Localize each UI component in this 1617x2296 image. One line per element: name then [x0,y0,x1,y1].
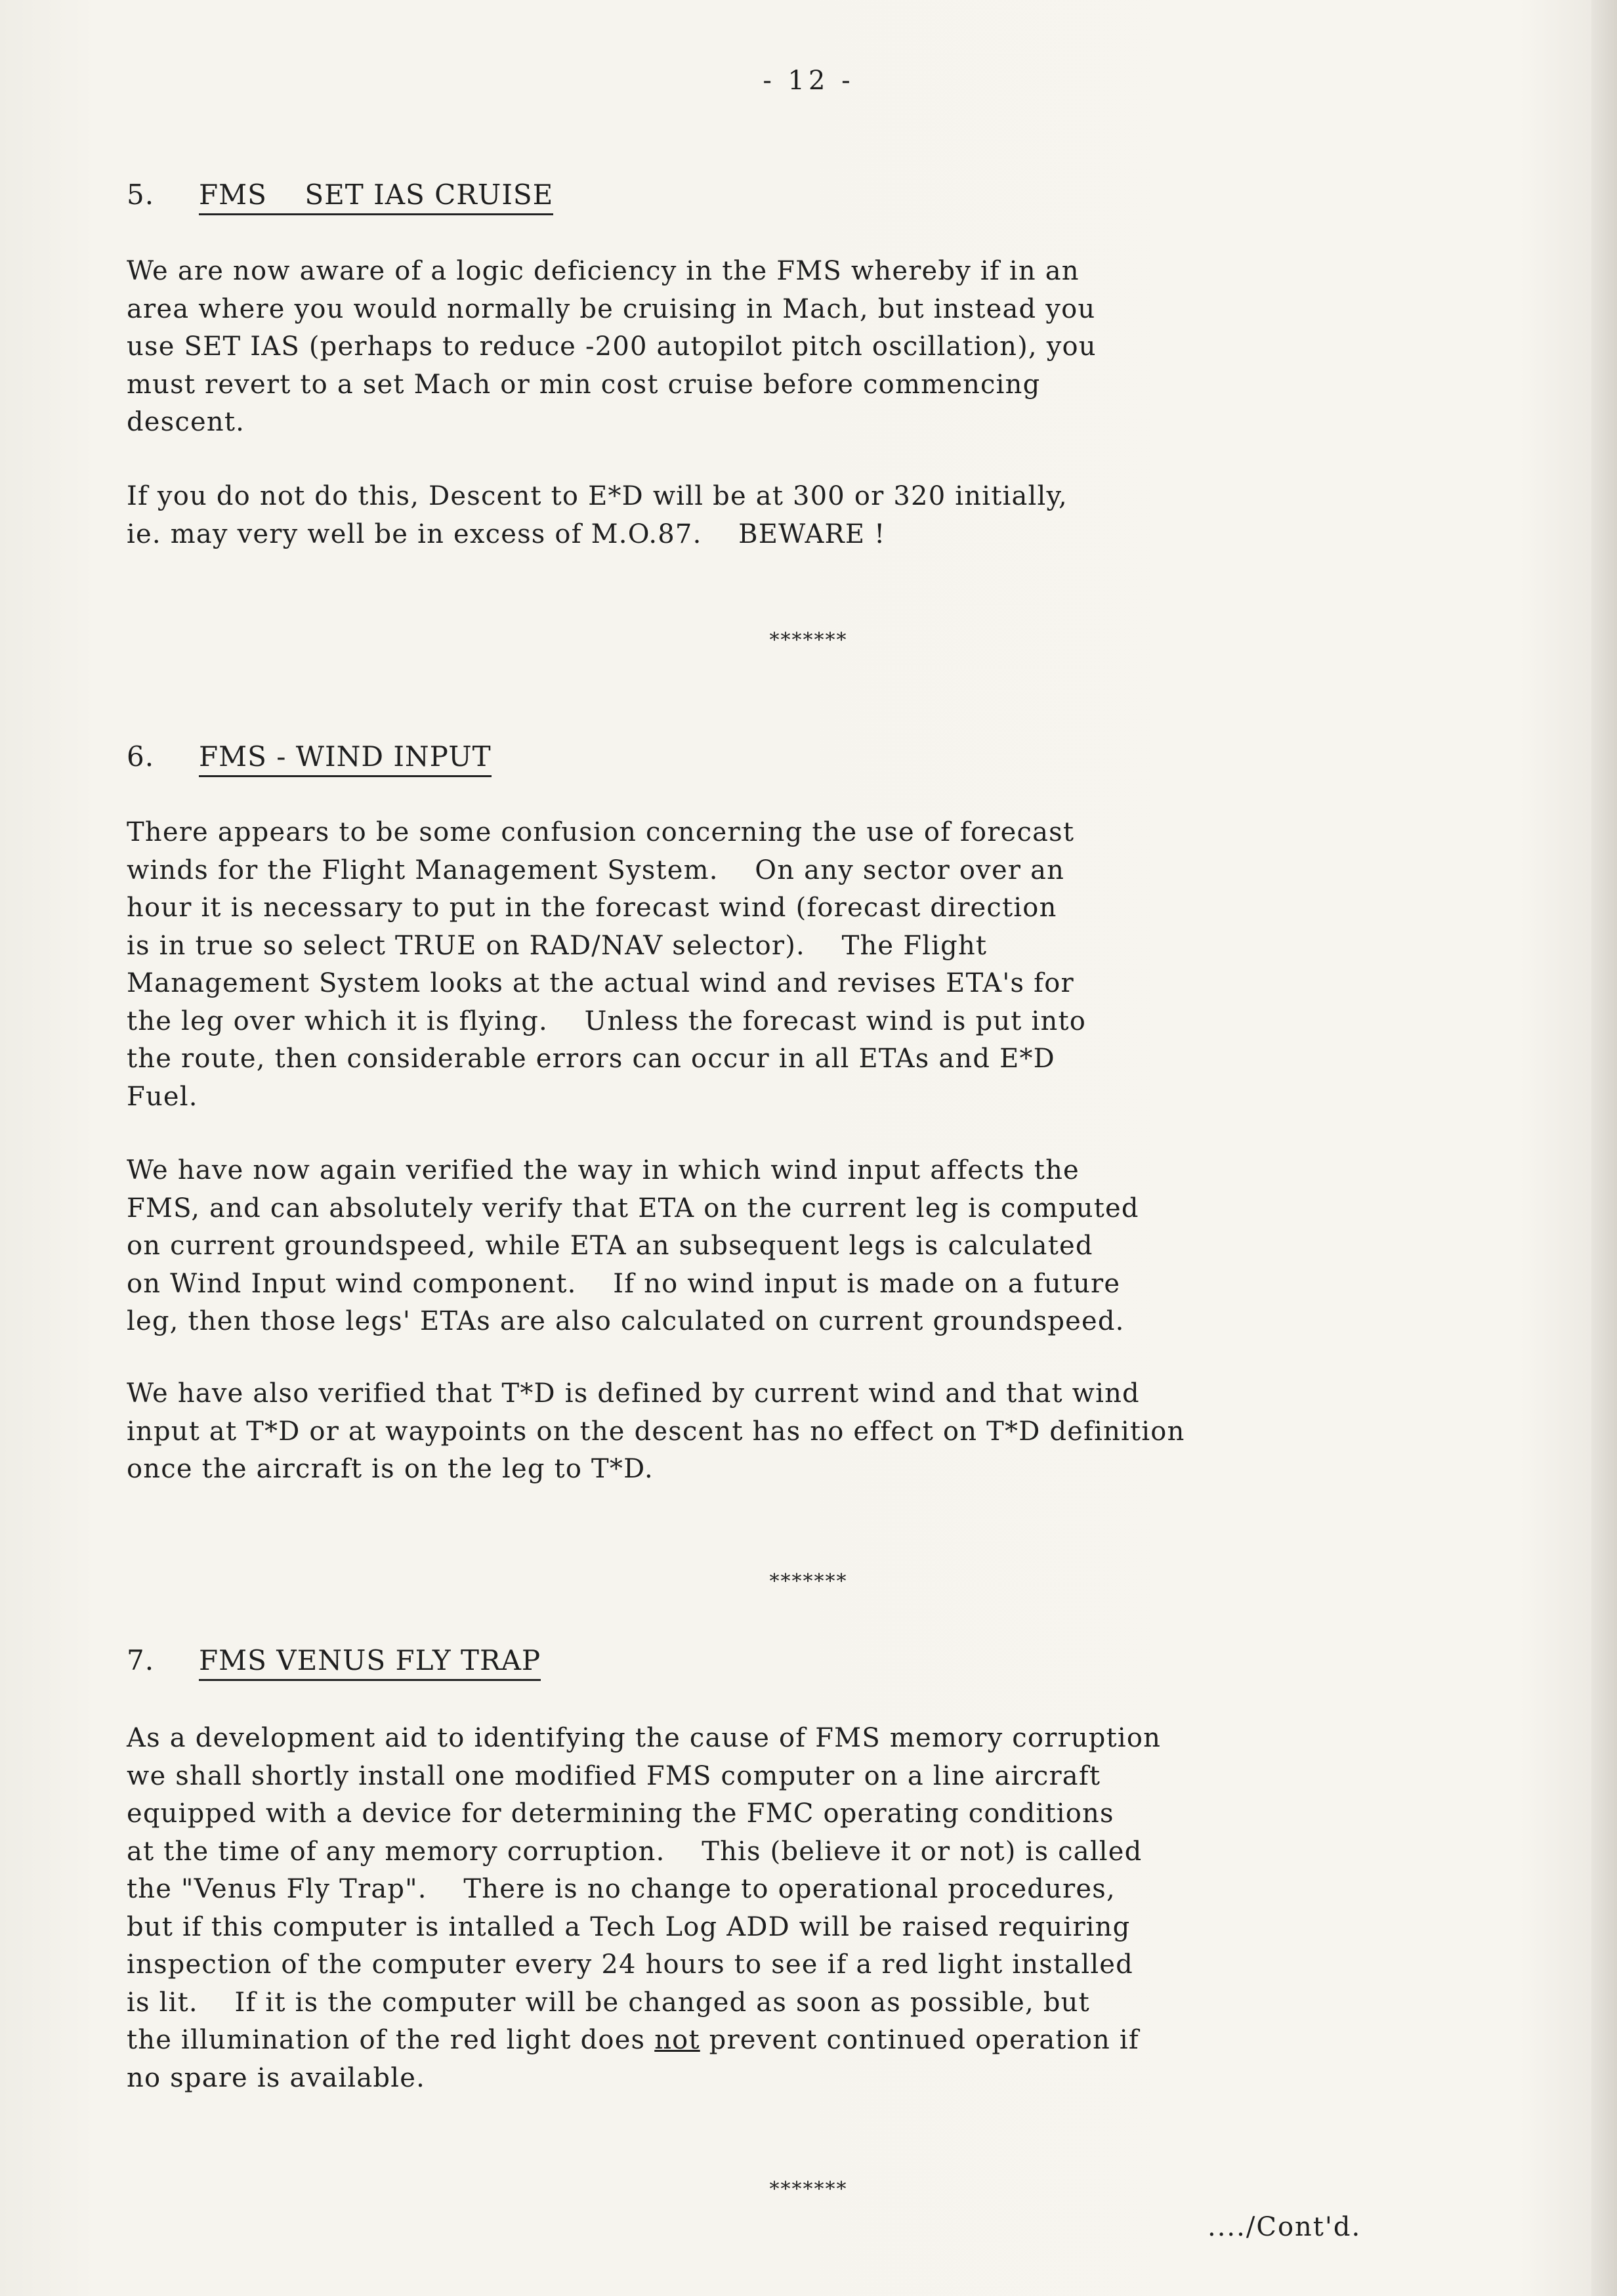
section-title: FMS VENUS FLY TRAP [199,1644,541,1681]
paragraph-text: As a development aid to identifying the cause of FMS memory corruption we shall shortly install one modified FMS computer on a line aircraft equipped with a device for determining the FMC operating conditions at the time of any memory corruption. This (believe it or not) is called the "Venus Fly Trap". There is no change to operational procedures, but if this computer is intalled a Tech Log ADD will be raised requiring inspection of the computer every 24 hours to see if a red light installed is lit. If it is the computer will be changed as soon as possible, but the illumination of the red light does [127,1723,1162,2055]
section-6-paragraph-1: There appears to be some confusion concerning the use of forecast winds for the Flight Management System. On any sector over an hour it is necessary to put in the forecast wind (forecast direction is in true so select TRUE on RAD/NAV selector). The Flight Management System looks at the actual wind and revises ETA's for the leg over which it is flying. Unless the forecast wind is put into the route, then considerable errors can occur in all ETAs and E*D Fuel. [127,817,1087,1112]
continued-marker: ..../Cont'd. [1208,2212,1362,2242]
section-6-heading [127,740,492,777]
emphasis-not: not [654,2025,700,2055]
page-number: - 12 - [763,66,854,96]
section-5-paragraph-1: We are now aware of a logic deficiency in the FMS whereby if in an area where you would normally be cruising in Mach, but instead you use SET IAS (perhaps to reduce -200 autopilot pitch oscillation), you must revert to a set Mach or min cost cruise before commencing descent. [127,256,1097,437]
section-title: FMS SET IAS CRUISE [199,179,553,215]
section-7-heading [127,1644,541,1681]
paragraph-text: prevent continued operation if no spare is available. [127,2025,1139,2093]
section-number: 5. [127,179,155,211]
section-7-paragraph-1 [127,1720,1161,2097]
section-5-heading [127,179,553,215]
separator-stars: ******* [769,2178,848,2201]
separator-stars: ******* [769,1570,848,1593]
section-5-paragraph-2: If you do not do this, Descent to E*D will be at 300 or 320 initially, ie. may very well be in excess of M.O.87. BEWARE ! [127,481,1068,549]
section-6-paragraph-2: We have now again verified the way in which wind input affects the FMS, and can absolutely verify that ETA on the current leg is computed on current groundspeed, while ETA an subsequent legs is calculated on Wind Input wind component. If no wind input is made on a future leg, then those legs' ETAs are also calculated on current groundspeed. [127,1155,1139,1336]
section-number: 6. [127,740,155,773]
page-edge-shadow [1591,0,1617,2296]
section-number: 7. [127,1644,155,1676]
separator-stars: ******* [769,629,848,652]
section-6-paragraph-3: We have also verified that T*D is defined by current wind and that wind input at T*D or at waypoints on the descent has no effect on T*D definition once the aircraft is on the leg to T*D. [127,1378,1185,1484]
section-title: FMS - WIND INPUT [199,740,492,777]
